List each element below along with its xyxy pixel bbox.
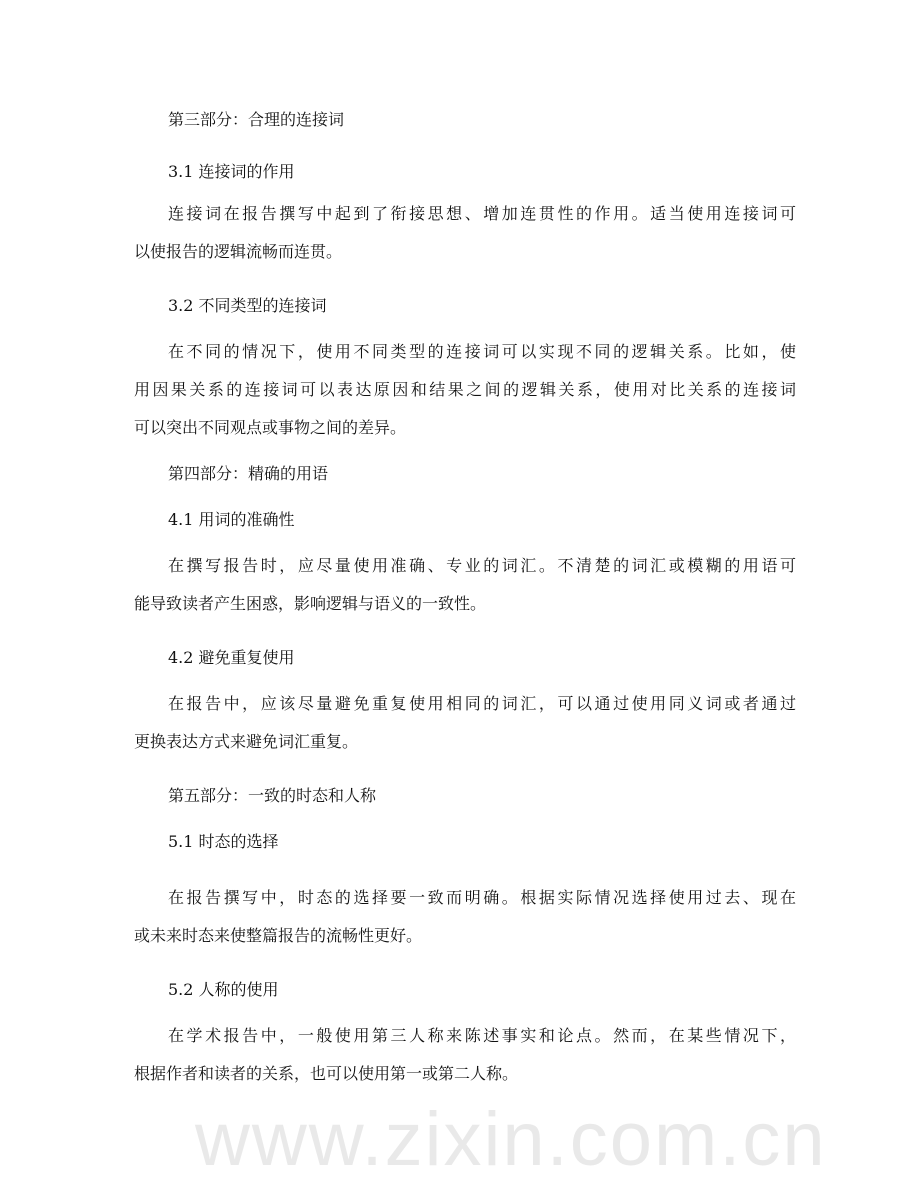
heading-text: 4.1 用词的准确性	[168, 510, 295, 529]
heading-text: 第四部分：精确的用语	[168, 464, 329, 483]
heading-text: 3.2 不同类型的连接词	[168, 296, 327, 315]
heading-text: 第三部分：合理的连接词	[168, 110, 345, 129]
paragraph-line: 连接词在报告撰写中起到了衔接思想、增加连贯性的作用。适当使用连接词可	[168, 204, 796, 223]
paragraph	[134, 1017, 796, 1093]
subsection-heading	[134, 287, 796, 325]
subsection-heading	[134, 501, 796, 539]
subsection-heading	[134, 971, 796, 1009]
heading-text: 4.2 避免重复使用	[168, 648, 295, 667]
subsection-heading	[134, 639, 796, 677]
heading-text: 第五部分：一致的时态和人称	[168, 786, 377, 805]
heading-text: 3.1 连接词的作用	[168, 162, 295, 181]
section-heading	[134, 101, 796, 139]
paragraph	[134, 195, 796, 271]
paragraph	[134, 879, 796, 955]
paragraph-line: 以使报告的逻辑流畅而连贯。	[134, 242, 343, 261]
paragraph-line: 在报告撰写中，时态的选择要一致而明确。根据实际情况选择使用过去、现在	[168, 888, 796, 907]
paragraph-line: 根据作者和读者的关系，也可以使用第一或第二人称。	[134, 1064, 519, 1083]
watermark: www.zixin.com.cn	[195, 1097, 827, 1182]
heading-text: 5.2 人称的使用	[168, 980, 279, 999]
paragraph	[134, 685, 796, 761]
subsection-heading	[134, 153, 796, 191]
paragraph-line: 在报告中，应该尽量避免重复使用相同的词汇，可以通过使用同义词或者通过	[168, 694, 796, 713]
section-heading	[134, 777, 796, 815]
paragraph-line: 可以突出不同观点或事物之间的差异。	[134, 418, 407, 437]
section-heading	[134, 455, 796, 493]
paragraph-line: 或未来时态来使整篇报告的流畅性更好。	[134, 926, 423, 945]
paragraph-line: 更换表达方式来避免词汇重复。	[134, 732, 359, 751]
paragraph-line: 在不同的情况下，使用不同类型的连接词可以实现不同的逻辑关系。比如，使	[168, 342, 796, 361]
paragraph	[134, 547, 796, 623]
paragraph	[134, 333, 796, 447]
heading-text: 5.1 时态的选择	[168, 832, 279, 851]
paragraph-line: 能导致读者产生困惑，影响逻辑与语义的一致性。	[134, 594, 487, 613]
paragraph-line: 在撰写报告时，应尽量使用准确、专业的词汇。不清楚的词汇或模糊的用语可	[168, 556, 796, 575]
subsection-heading	[134, 823, 796, 861]
paragraph-line: 用因果关系的连接词可以表达原因和结果之间的逻辑关系，使用对比关系的连接词	[134, 380, 796, 399]
paragraph-line: 在学术报告中，一般使用第三人称来陈述事实和论点。然而，在某些情况下，	[168, 1026, 796, 1045]
